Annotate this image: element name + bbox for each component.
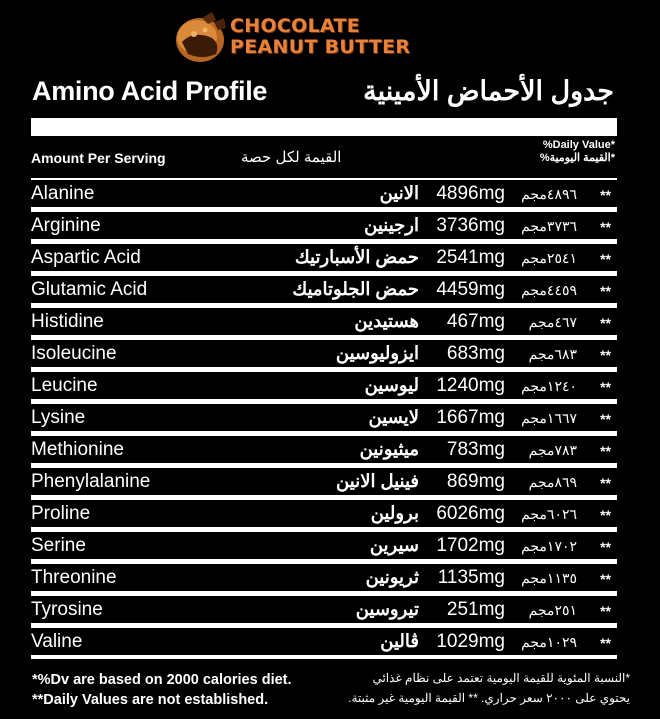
amino-amount: 3736mg xyxy=(436,215,505,236)
daily-value-cell: ** xyxy=(600,475,611,491)
table-header xyxy=(31,136,617,178)
amino-amount: 1667mg xyxy=(436,407,505,428)
amino-amount: 1702mg xyxy=(436,535,505,556)
amino-name-en: Isoleucine xyxy=(31,343,117,364)
amino-amount: 683mg xyxy=(446,343,505,364)
footnote-ar xyxy=(348,668,630,708)
daily-value-label-en: %Daily Value* xyxy=(542,139,615,151)
footnote-ar-line-1: *النسبة المئوية للقيمة اليومية تعتمد على نظام غذائي xyxy=(372,671,630,685)
brand-line-2: PEANUT BUTTER xyxy=(230,36,411,58)
daily-value-cell: ** xyxy=(600,571,611,587)
table-row xyxy=(31,564,617,591)
footnote-en-line-1: *%Dv are based on 2000 calories diet. xyxy=(32,672,292,688)
brand-line-1: CHOCOLATE xyxy=(230,15,361,37)
footnote-en-line-2: **Daily Values are not established. xyxy=(32,692,269,708)
amino-name-ar: حمض الأسبارتيك xyxy=(294,247,419,267)
daily-value-cell: ** xyxy=(600,507,611,523)
page-title-ar: جدول الأحماض الأمينية xyxy=(363,76,614,106)
amino-name-ar: ميثيونين xyxy=(359,439,419,459)
daily-value-cell: ** xyxy=(600,603,611,619)
daily-value-cell: ** xyxy=(600,251,611,267)
amino-amount-ar: ١٢٤٠مجم xyxy=(521,378,577,394)
amount-per-serving-label-ar: القيمة لكل حصة xyxy=(241,149,342,166)
amino-name-en: Alanine xyxy=(31,183,95,204)
daily-value-cell: ** xyxy=(600,315,611,331)
daily-value-cell: ** xyxy=(600,187,611,203)
amino-amount-ar: ٤٤٥٩مجم xyxy=(521,282,577,298)
amino-amount-ar: ١٠٢٩مجم xyxy=(521,634,577,650)
table-row xyxy=(31,308,617,335)
amino-name-ar: ثريونين xyxy=(365,567,419,587)
amino-name-en: Valine xyxy=(31,631,83,652)
amino-name-en: Tyrosine xyxy=(31,599,103,620)
amino-name-ar: الانين xyxy=(379,183,419,203)
amino-name-ar: حمض الجلوتاميك xyxy=(292,279,419,299)
page-title-en: Amino Acid Profile xyxy=(32,76,268,106)
amino-amount: 783mg xyxy=(446,439,505,460)
amino-amount: 1240mg xyxy=(436,375,505,396)
amino-name-en: Proline xyxy=(31,503,91,524)
amino-amount-ar: ٢٥٤١مجم xyxy=(521,250,577,266)
amino-amount-ar: ١١٣٥مجم xyxy=(521,570,577,586)
amino-name-ar: سيرين xyxy=(369,535,419,555)
amino-name-en: Leucine xyxy=(31,375,98,396)
table-row xyxy=(31,500,617,527)
amino-amount: 6026mg xyxy=(436,503,505,524)
table-row xyxy=(31,372,617,399)
daily-value-cell: ** xyxy=(600,635,611,651)
daily-value-cell: ** xyxy=(600,443,611,459)
amino-name-en: Arginine xyxy=(31,215,101,236)
table-row xyxy=(31,212,617,239)
table-row xyxy=(31,404,617,431)
table-row xyxy=(31,468,617,495)
daily-value-cell: ** xyxy=(600,379,611,395)
amount-per-serving-label: Amount Per Serving xyxy=(31,150,166,166)
amino-name-ar: برولين xyxy=(370,503,419,523)
amino-amount: 1029mg xyxy=(436,631,505,652)
amino-name-ar: هستيدين xyxy=(354,311,419,331)
footnote-ar-line-2: يحتوي على ٢٠٠٠ سعر حراري. ** القيمة اليومية غير مثبتة. xyxy=(348,691,630,705)
table-row xyxy=(31,180,617,207)
daily-value-label-ar: %القيمة اليومية* xyxy=(539,152,615,164)
daily-value-cell: ** xyxy=(600,347,611,363)
brand-logo xyxy=(172,6,437,68)
amino-amount-ar: ٣٧٣٦مجم xyxy=(521,218,577,234)
amino-name-ar: تيروسين xyxy=(355,599,419,619)
amino-name-en: Phenylalanine xyxy=(31,471,151,492)
table-row xyxy=(31,436,617,463)
amino-amount: 2541mg xyxy=(436,247,505,268)
daily-value-cell: ** xyxy=(600,219,611,235)
daily-value-cell: ** xyxy=(600,411,611,427)
amino-amount-ar: ٦٠٢٦مجم xyxy=(521,506,577,522)
amino-amount-ar: ٤٨٩٦مجم xyxy=(521,186,577,202)
amino-amount-ar: ١٦٦٧مجم xyxy=(521,410,577,426)
amino-name-ar: ارجينين xyxy=(364,215,419,235)
daily-value-cell: ** xyxy=(600,539,611,555)
amino-name-ar: ليوسين xyxy=(364,375,419,395)
amino-amount: 4896mg xyxy=(436,183,505,204)
amino-name-en: Aspartic Acid xyxy=(31,247,141,268)
amino-amount-ar: ٧٨٣مجم xyxy=(528,442,577,458)
daily-value-label xyxy=(540,139,615,165)
daily-value-cell: ** xyxy=(600,283,611,299)
amino-name-en: Glutamic Acid xyxy=(31,279,148,300)
amino-name-en: Histidine xyxy=(31,311,104,332)
amino-name-en: Methionine xyxy=(31,439,124,460)
amino-amount: 251mg xyxy=(446,599,505,620)
chocolate-ball-icon xyxy=(172,10,230,66)
brand-name xyxy=(230,16,410,58)
amino-amount: 869mg xyxy=(446,471,505,492)
amino-amount: 4459mg xyxy=(436,279,505,300)
table-row xyxy=(31,276,617,303)
amino-name-ar: لايسين xyxy=(368,407,419,427)
amino-name-ar: ايزوليوسين xyxy=(335,343,419,363)
table-row xyxy=(31,532,617,559)
amino-amount-ar: ٨٦٩مجم xyxy=(528,474,577,490)
amino-amount-ar: ٢٥١مجم xyxy=(528,602,577,618)
amino-name-en: Threonine xyxy=(31,567,117,588)
table-row xyxy=(31,628,617,655)
amino-name-en: Serine xyxy=(31,535,86,556)
amino-amount-ar: ٤٦٧مجم xyxy=(528,314,577,330)
amino-amount: 1135mg xyxy=(437,567,505,588)
amino-amount: 467mg xyxy=(446,311,505,332)
amino-amount-ar: ٦٨٣مجم xyxy=(528,346,577,362)
table-row xyxy=(31,596,617,623)
amino-name-en: Lysine xyxy=(31,407,86,428)
amino-amount-ar: ١٧٠٢مجم xyxy=(521,538,577,554)
amino-name-ar: فينيل الانين xyxy=(336,471,419,491)
table-row xyxy=(31,244,617,271)
amino-name-ar: ڤالين xyxy=(380,631,419,651)
table-row xyxy=(31,340,617,367)
amino-table xyxy=(31,118,617,659)
footnote-en xyxy=(32,670,292,710)
